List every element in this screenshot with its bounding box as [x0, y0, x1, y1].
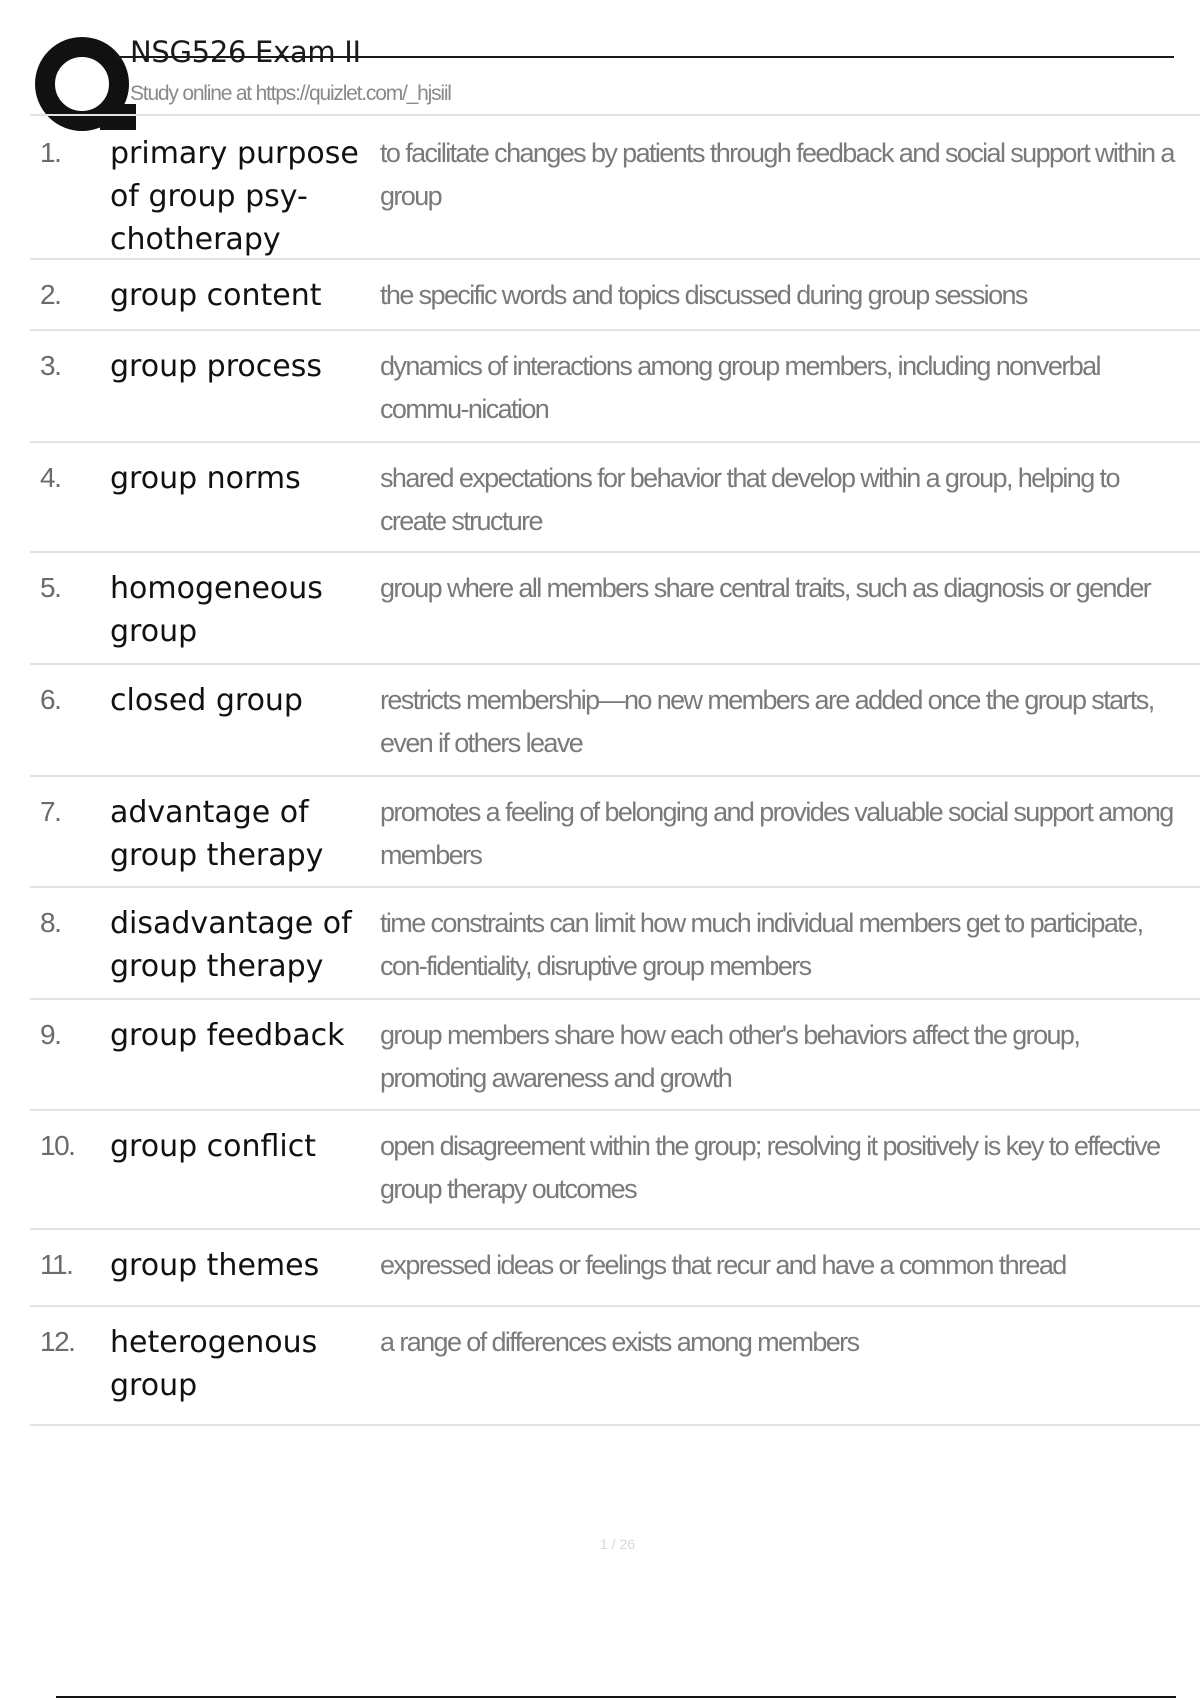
card-definition: expressed ideas or feelings that recur and have a common thread: [380, 1250, 1066, 1280]
study-online-link-text[interactable]: Study online at https://quizlet.com/_hjsiil: [130, 82, 451, 105]
flashcard-row: [30, 1230, 1200, 1307]
card-term: primary purpose of group psy-chotherapy: [110, 136, 359, 257]
card-number: 10.: [40, 1130, 75, 1161]
card-definition: shared expectations for behavior that develop within a group, helping to create structure: [380, 463, 1119, 536]
flashcard-row: [30, 260, 1200, 331]
flashcard-list: [30, 118, 1200, 1426]
card-term: advantage of group therapy: [110, 795, 324, 873]
deck-title: NSG526 Exam II: [130, 35, 361, 69]
card-term: homogeneous group: [110, 571, 323, 649]
card-definition: time constraints can limit how much individual members get to participate, con-fidentiality, disruptive group members: [380, 908, 1143, 981]
flashcard-row: [30, 1111, 1200, 1230]
card-term: group conflict: [110, 1129, 317, 1164]
card-number: 8.: [40, 907, 61, 938]
bottom-rule: [56, 1696, 1176, 1698]
card-number: 9.: [40, 1019, 61, 1050]
card-term: closed group: [110, 683, 303, 718]
card-number: 12.: [40, 1326, 75, 1357]
card-definition: dynamics of interactions among group members, including nonverbal commu-nication: [380, 351, 1100, 424]
card-term: group process: [110, 349, 322, 384]
card-term: group norms: [110, 461, 301, 496]
card-definition: to facilitate changes by patients through feedback and social support within a group: [380, 138, 1174, 211]
card-definition: open disagreement within the group; resolving it positively is key to effective group therapy outcomes: [380, 1131, 1160, 1204]
document-header: [30, 28, 1200, 118]
card-number: 5.: [40, 572, 61, 603]
card-term: heterogenous group: [110, 1325, 318, 1403]
card-term: disadvantage of group therapy: [110, 906, 352, 984]
card-term: group themes: [110, 1248, 320, 1283]
flashcard-row: [30, 665, 1200, 777]
flashcard-row: [30, 888, 1200, 1000]
card-definition: group where all members share central traits, such as diagnosis or gender: [380, 573, 1151, 603]
card-definition: promotes a feeling of belonging and provides valuable social support among members: [380, 797, 1173, 870]
flashcard-row: [30, 331, 1200, 443]
card-definition: restricts membership—no new members are added once the group starts, even if others leave: [380, 685, 1154, 758]
flashcard-row: [30, 118, 1200, 260]
flashcard-row: [30, 443, 1200, 553]
card-number: 6.: [40, 684, 61, 715]
card-definition: group members share how each other's behaviors affect the group, promoting awareness and growth: [380, 1020, 1080, 1093]
card-term: group content: [110, 278, 322, 313]
header-divider: [30, 114, 1200, 116]
card-number: 11.: [40, 1249, 73, 1280]
card-term: group feedback: [110, 1018, 345, 1053]
card-definition: a range of differences exists among members: [380, 1327, 859, 1357]
card-number: 7.: [40, 796, 61, 827]
card-number: 4.: [40, 462, 61, 493]
flashcard-row: [30, 777, 1200, 888]
flashcard-row: [30, 553, 1200, 665]
card-number: 1.: [40, 137, 61, 168]
card-number: 2.: [40, 279, 61, 310]
card-definition: the specific words and topics discussed during group sessions: [380, 280, 1027, 310]
card-number: 3.: [40, 350, 61, 381]
page-number: 1 / 26: [599, 1536, 636, 1552]
flashcard-row: [30, 1000, 1200, 1111]
flashcard-row: [30, 1307, 1200, 1426]
